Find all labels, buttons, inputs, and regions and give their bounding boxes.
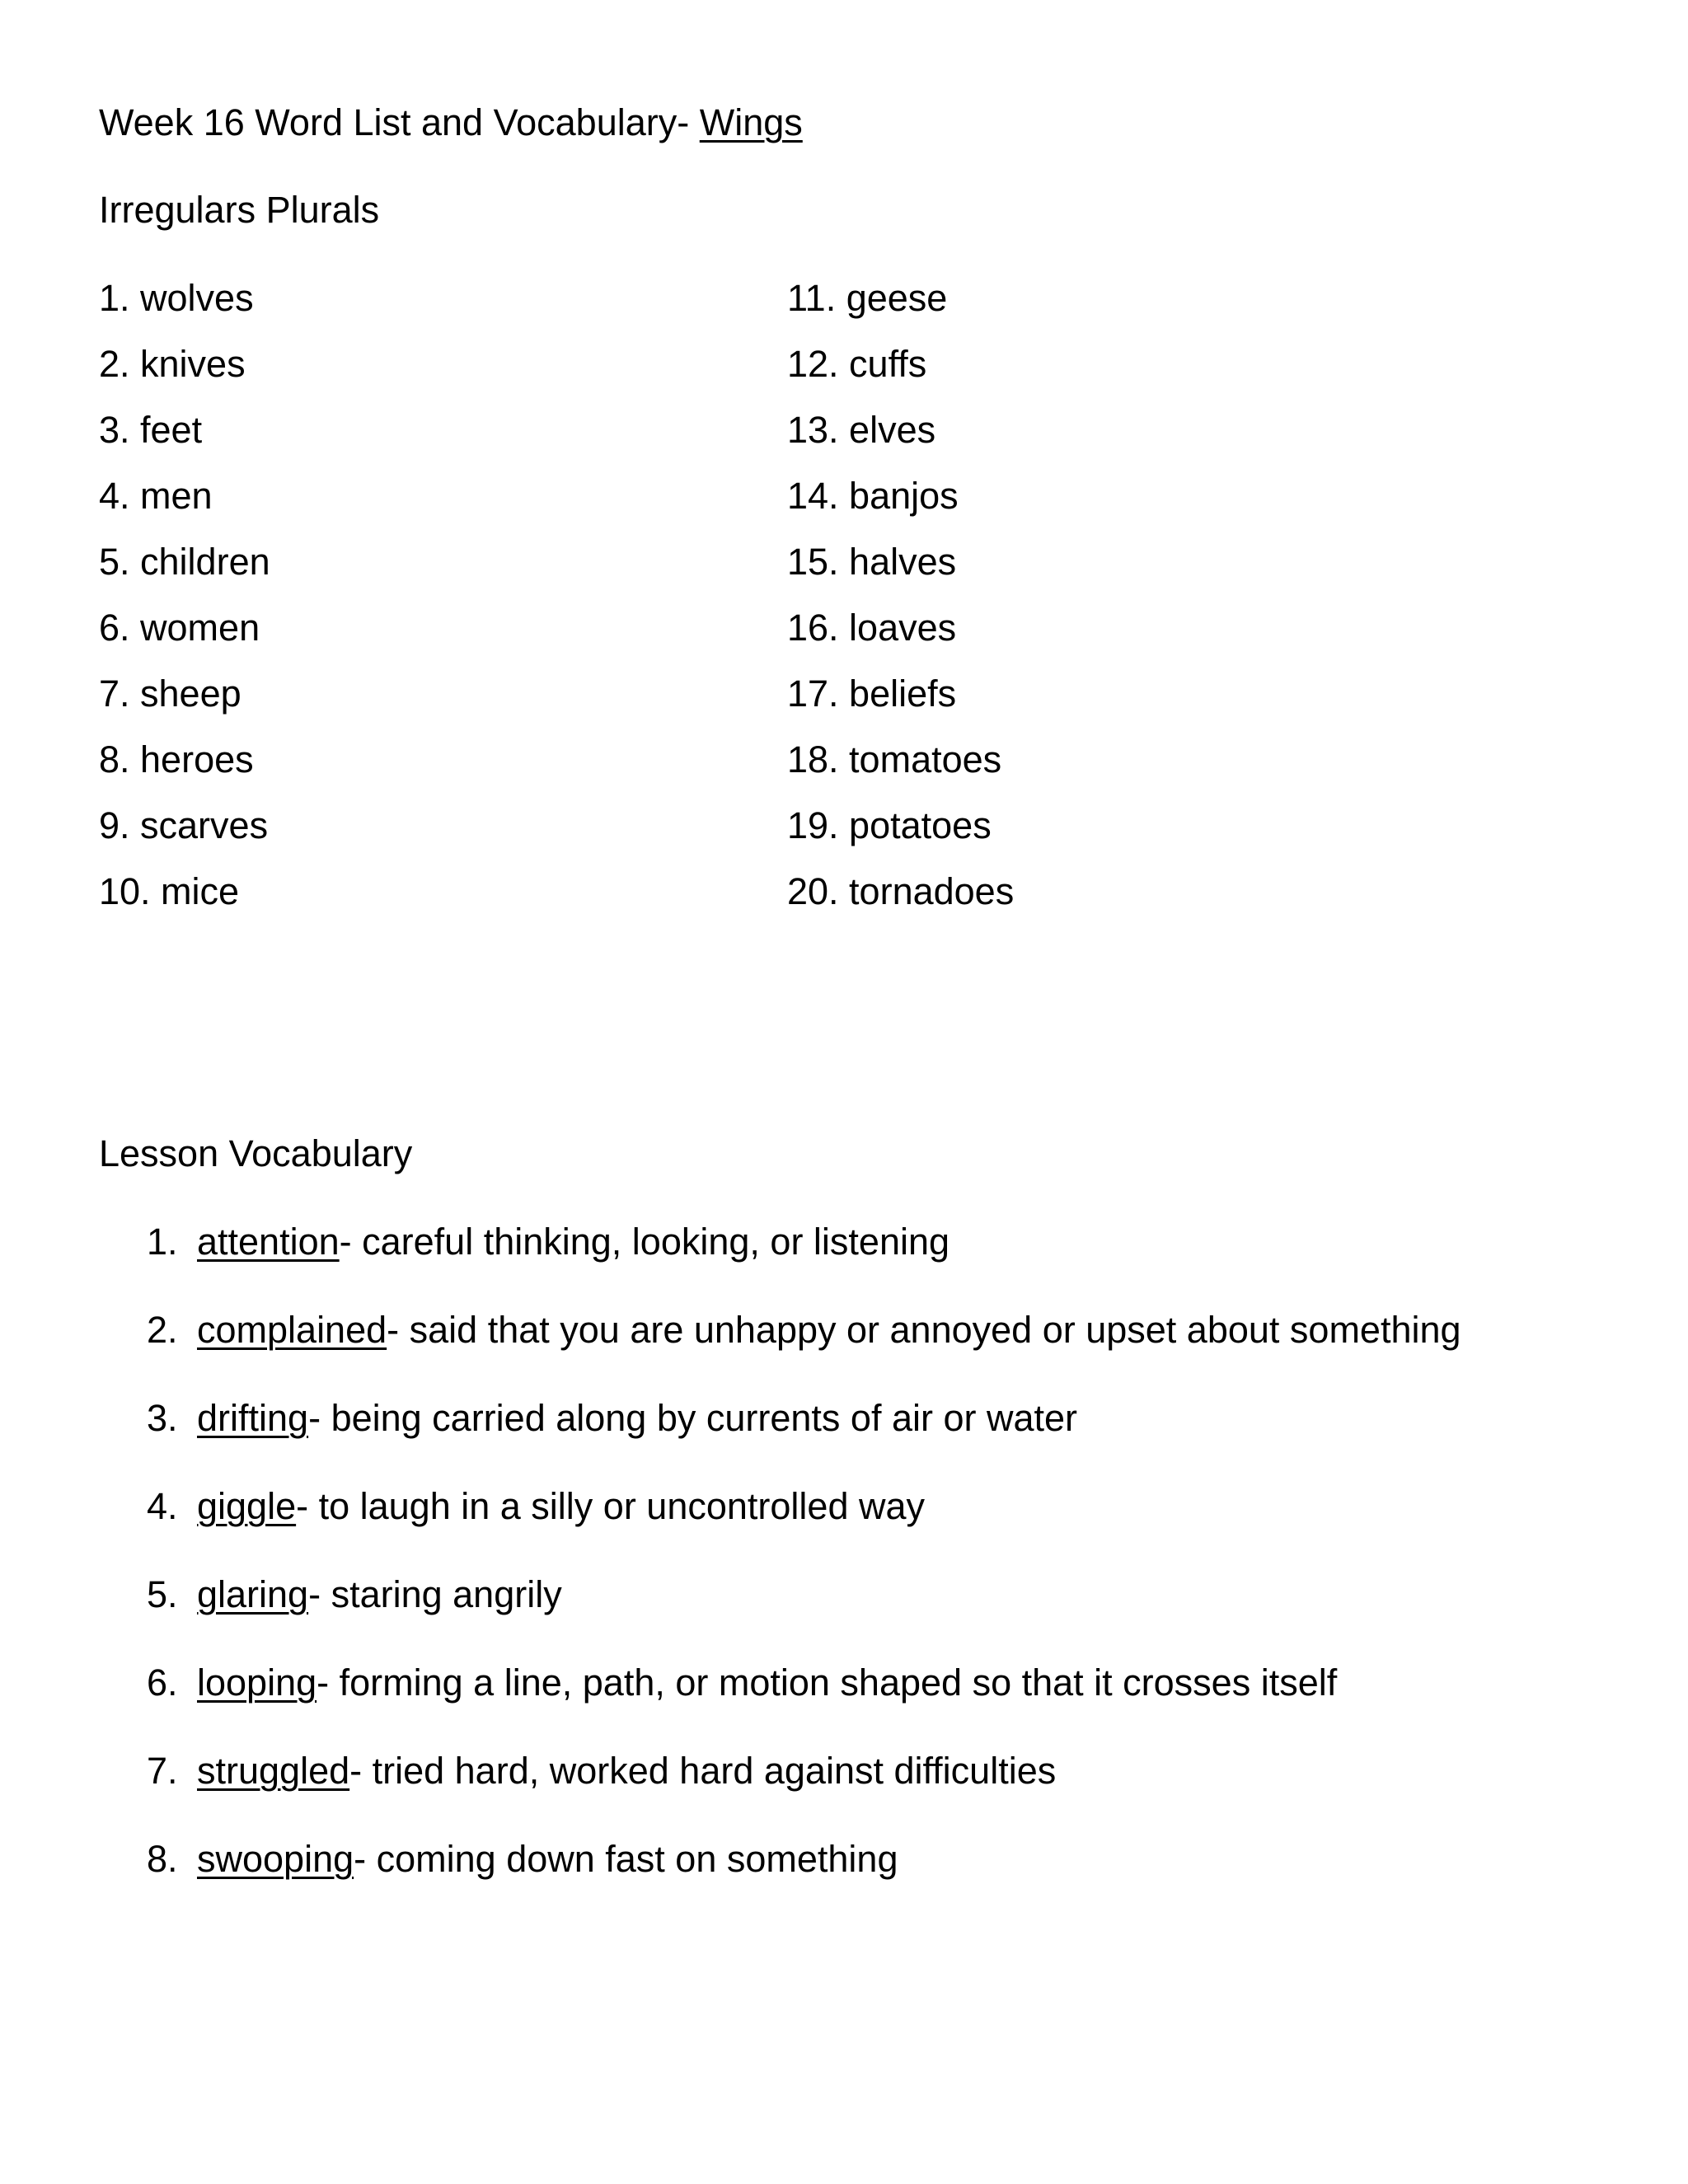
vocabulary-definition: - coming down fast on something: [354, 1838, 898, 1880]
story-title: Wings: [699, 101, 803, 143]
vocabulary-word: complained: [197, 1309, 387, 1351]
spelling-word: 12. cuffs: [787, 343, 927, 385]
vocabulary-number: 8.: [147, 1838, 178, 1880]
vocabulary-heading: Lesson Vocabulary: [99, 1132, 413, 1174]
spelling-word: 6. women: [99, 607, 260, 649]
vocabulary-number: 6.: [147, 1661, 178, 1704]
spelling-word: 9. scarves: [99, 804, 269, 846]
vocabulary-entry: [197, 1573, 562, 1615]
vocabulary-word: swooping: [197, 1838, 354, 1880]
vocabulary-word: looping: [197, 1661, 317, 1704]
spelling-word: 13. elves: [787, 409, 936, 451]
vocabulary-number: 7.: [147, 1750, 178, 1792]
spelling-word: 10. mice: [99, 870, 240, 912]
spelling-word: 15. halves: [787, 541, 957, 583]
spelling-word: 2. knives: [99, 343, 246, 385]
spelling-word: 1. wolves: [99, 277, 254, 319]
spelling-heading: Irregulars Plurals: [99, 189, 380, 231]
vocabulary-definition: - being carried along by currents of air or water: [308, 1397, 1078, 1439]
vocabulary-number: 2.: [147, 1309, 178, 1351]
vocabulary-entry: [197, 1221, 950, 1263]
vocabulary-entry: [197, 1309, 1461, 1351]
spelling-word: 11. geese: [787, 277, 948, 319]
spelling-word: 4. men: [99, 475, 213, 517]
vocabulary-word: glaring: [197, 1573, 309, 1615]
spelling-word: 7. sheep: [99, 673, 241, 715]
vocabulary-definition: - tried hard, worked hard against difficulties: [349, 1750, 1057, 1792]
vocabulary-word: attention: [197, 1221, 340, 1263]
vocabulary-definition: - careful thinking, looking, or listening: [339, 1221, 950, 1263]
spelling-word: 5. children: [99, 541, 270, 583]
vocabulary-entry: [197, 1485, 925, 1527]
vocabulary-definition: - to laugh in a silly or uncontrolled way: [296, 1485, 925, 1527]
spelling-word: 8. heroes: [99, 738, 254, 780]
vocabulary-number: 4.: [147, 1485, 178, 1527]
page-title-prefix: Week 16 Word List and Vocabulary-: [99, 101, 700, 143]
spelling-word: 16. loaves: [787, 607, 957, 649]
page-title: [99, 101, 803, 143]
vocabulary-definition: - staring angrily: [308, 1573, 562, 1615]
vocabulary-entry: [197, 1750, 1057, 1792]
vocabulary-number: 1.: [147, 1221, 178, 1263]
vocabulary-word: drifting: [197, 1397, 309, 1439]
spelling-word: 18. tomatoes: [787, 738, 1002, 780]
vocabulary-definition: - forming a line, path, or motion shaped so that it crosses itself: [316, 1661, 1338, 1704]
spelling-word: 17. beliefs: [787, 673, 957, 715]
vocabulary-number: 3.: [147, 1397, 178, 1439]
spelling-word: 3. feet: [99, 409, 203, 451]
spelling-word: 19. potatoes: [787, 804, 992, 846]
vocabulary-word: struggled: [197, 1750, 350, 1792]
vocabulary-entry: [197, 1397, 1078, 1439]
spelling-word: 20. tornadoes: [787, 870, 1015, 912]
vocabulary-entry: [197, 1838, 898, 1880]
vocabulary-word: giggle: [197, 1485, 297, 1527]
spelling-word: 14. banjos: [787, 475, 959, 517]
vocabulary-entry: [197, 1661, 1338, 1704]
vocabulary-number: 5.: [147, 1573, 178, 1615]
vocabulary-definition: - said that you are unhappy or annoyed or upset about something: [387, 1309, 1461, 1351]
